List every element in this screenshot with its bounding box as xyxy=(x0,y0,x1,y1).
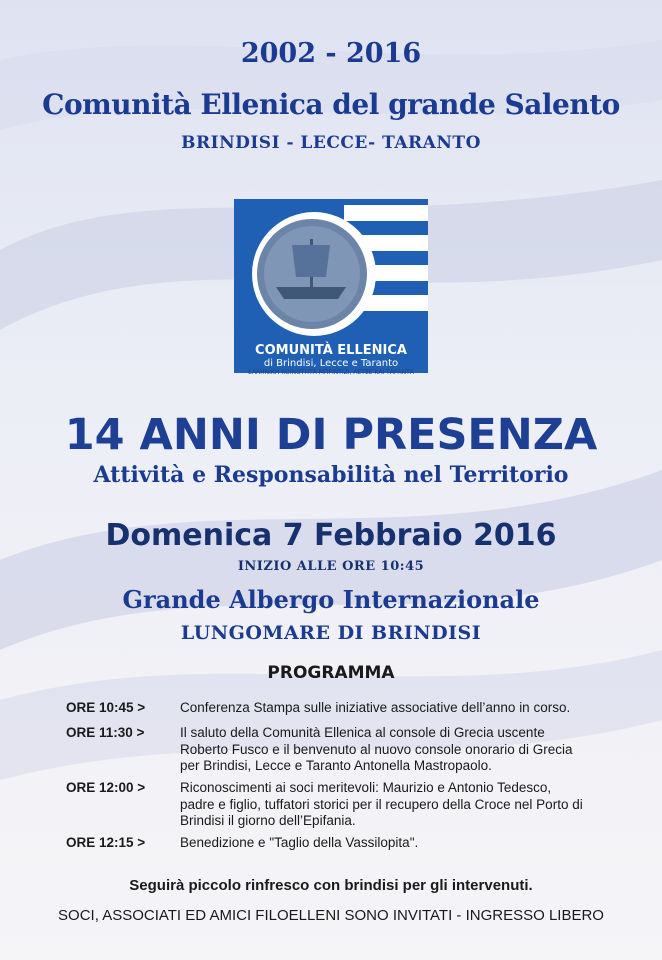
refreshment-note: Seguirà piccolo rinfresco con brindisi per gli intervenuti. xyxy=(129,877,533,894)
program-description: Il saluto della Comunità Ellenica al console di Grecia uscente Roberto Fusco e il benvenuto al nuovo console onorario di Grecia per Brindisi, Lecce e Taranto Antonella Mastropaolo. xyxy=(180,725,573,773)
logo-line2: di Brindisi, Lecce e Taranto xyxy=(263,358,399,369)
event-place: LUNGOMARE DI BRINDISI xyxy=(180,622,482,644)
event-headline: 14 ANNI DI PRESENZA xyxy=(64,410,598,460)
logo-greek-caption: ΕΛΛΗΝΙΚΗ ΚΟΙΝΟΤΗΤΑ ΜΠΡΙΝΤΙΖΙ, ΛΕΤΣΕ ΚΑΙ ΤΑΡΑΝΤΑ xyxy=(248,369,414,376)
program-description: Conferenza Stampa sulle iniziative associative dell’anno in corso. xyxy=(180,700,571,715)
event-subheadline: Attività e Responsabilità nel Territorio xyxy=(93,462,569,488)
program-title: PROGRAMMA xyxy=(267,663,395,683)
event-start-time: INIZIO ALLE ORE 10:45 xyxy=(237,559,425,574)
program-time: ORE 12:15 > xyxy=(66,835,146,850)
program-time: ORE 12:00 > xyxy=(66,780,146,795)
invitation-line: SOCI, ASSOCIATI ED AMICI FILOELLENI SONO INVITATI - INGRESSO LIBERO xyxy=(58,907,604,924)
program-description: Benedizione e "Taglio della Vassilopita". xyxy=(180,835,419,850)
program-time: ORE 11:30 > xyxy=(66,725,145,740)
program-time: ORE 10:45 > xyxy=(66,700,146,715)
logo-line1: COMUNITÀ ELLENICA xyxy=(255,343,407,358)
event-venue: Grande Albergo Internazionale xyxy=(122,585,540,614)
cities-subtitle: BRINDISI - LECCE- TARANTO xyxy=(181,133,481,153)
program-description: Riconoscimenti ai soci meritevoli: Maurizio e Antonio Tedesco, padre e figlio, tuffatori storici per il recupero della Croce nel Porto di Brindisi il giorno dell’Epifania. xyxy=(180,780,583,828)
years-range: 2002 - 2016 xyxy=(240,38,422,69)
organization-title: Comunità Ellenica del grande Salento xyxy=(42,88,620,121)
event-date: Domenica 7 Febbraio 2016 xyxy=(105,518,557,553)
community-logo xyxy=(234,199,428,376)
